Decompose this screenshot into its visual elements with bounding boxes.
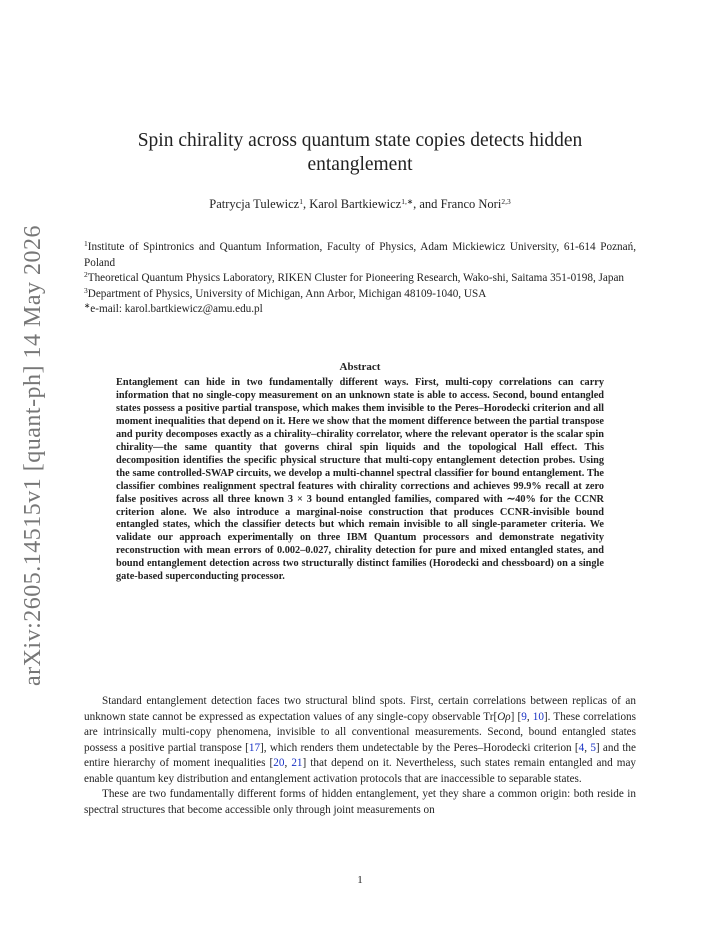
affiliation-mark: 3 — [84, 285, 88, 295]
affiliation-mark: 1 — [84, 239, 88, 248]
math-operator: Oρ — [497, 710, 511, 723]
body-text-run: Standard entanglement detection faces two structural blind spots. First, certain correlations between replicas of an unknown state cannot be expressed as expectation values of any single-copy observable Tr[ — [84, 695, 636, 723]
contact-email: e-mail: karol.bartkiewicz@amu.edu.pl — [90, 303, 263, 316]
body-text-run: ] — [510, 710, 518, 723]
author-affiliation-mark: 1,∗ — [401, 197, 414, 206]
contact-email-line — [84, 302, 636, 318]
citation-bracket: [ — [574, 741, 579, 754]
citation-bracket: [ — [245, 741, 249, 754]
citation-bracket: ] — [260, 741, 264, 754]
author-list — [90, 197, 630, 212]
citation-separator: , — [526, 710, 533, 723]
affiliation-line — [84, 240, 636, 271]
affiliation-text: Institute of Spintronics and Quantum Information, Faculty of Physics, Adam Mickiewicz University, 61-614 Poznań, Poland — [84, 241, 636, 269]
affiliation-mark: 2 — [84, 270, 88, 280]
citation-link[interactable]: 20 — [273, 757, 285, 769]
affiliation-text: Department of Physics, University of Michigan, Ann Arbor, Michigan 48109-1040, USA — [87, 287, 487, 300]
affiliation-line — [84, 271, 636, 287]
affiliation-line — [84, 287, 636, 303]
page-number: 1 — [357, 874, 363, 886]
citation-link[interactable]: 17 — [248, 741, 261, 754]
arxiv-identifier: arXiv:2605.14515v1 [quant-ph] 14 May 2026 — [20, 224, 47, 686]
body-paragraph — [84, 694, 636, 787]
citation-separator: , — [284, 757, 292, 769]
citation-bracket: [ — [517, 710, 522, 723]
citation-separator: , — [584, 741, 591, 754]
paper-title: Spin chirality across quantum state copies detects hidden entanglement — [137, 130, 583, 175]
body-text-run: . These correlations are intrinsically multi-copy phenomena, invisible to all conventional measurements. Second, bound entangled states possess a positive partial transpose — [84, 710, 636, 754]
affiliations-block — [84, 240, 636, 318]
body-text-run: and the entire hierarchy of moment inequalities — [84, 741, 636, 769]
citation-bracket: ] — [595, 741, 600, 754]
citation-bracket: [ — [269, 757, 274, 769]
arxiv-sidebar-stamp — [16, 224, 52, 686]
author-separator: , and — [413, 197, 441, 211]
author-affiliation-mark: 1 — [299, 197, 303, 206]
citation-link[interactable]: 10 — [532, 710, 544, 723]
abstract-text: Entanglement can hide in two fundamentally different ways. First, multi-copy correlations can carry information that no single-copy measurement on an unknown state is able to access. Second, bound entangled states possess a positive partial transpose, which makes them invisible to the Peres–Horodecki criterion and all moment inequalities that depend on it. Here we show that the moment difference between the partial transpose and purity decomposes exactly as a chirality–chirality correlator, where the relevant operator is the scalar spin chirality—the same quantity that governs chiral spin liquids and the topological Hall effect. This decomposition identifies the specific physical structure that multi-copy entanglement detection probes. Using the same controlled-SWAP circuits, we develop a multi-channel spectral classifier for bound entanglement. The classifier combines realignment spectral features with chirality corrections and achieves 99.9% recall at zero false positives across all three known 3 × 3 bound entangled families, compared with ∼40% for the CCNR criterion alone. We also introduce a marginal-noise construction that produces CCNR-invisible bound entangled states, which the classifier detects but which remain invisible to all single-parameter criteria. We validate our approach experimentally on three IBM Quantum processors and demonstrate negativity reconstruction with mean errors of 0.002–0.027, chirality detection for pure and mixed entangled states, and bound entanglement detection across two structurally distinct families (Horodecki and chessboard) on a single gate-based superconducting processor. — [116, 377, 604, 583]
author-name: Patrycja Tulewicz — [209, 197, 300, 211]
body-text — [84, 694, 636, 818]
author-name: Franco Nori — [440, 197, 502, 211]
citation-bracket: ] — [302, 757, 307, 769]
author-affiliation-mark: 2,3 — [501, 197, 511, 206]
citation-bracket: ] — [543, 710, 548, 723]
citation-link[interactable]: 4 — [578, 741, 585, 754]
body-text-run: that depend on it. Nevertheless, such states remain entangled and may enable quantum key distribution and entanglement activation protocols that are inaccessible to separable states. — [84, 757, 637, 785]
abstract-heading: Abstract — [339, 361, 381, 373]
affiliation-mark: ∗ — [84, 301, 91, 311]
body-text-run: , which renders them undetectable by the Peres–Horodecki criterion — [263, 741, 575, 754]
citation-link[interactable]: 5 — [590, 741, 596, 754]
body-paragraph: These are two fundamentally different forms of hidden entanglement, yet they share a common origin: both reside in spectral structures that become accessible only through joint measurements on — [84, 788, 636, 816]
citation-link[interactable]: 21 — [291, 757, 303, 769]
citation-link[interactable]: 9 — [521, 710, 527, 723]
author-name: Karol Bartkiewicz — [309, 197, 402, 211]
affiliation-text: Theoretical Quantum Physics Laboratory, RIKEN Cluster for Pioneering Research, Wako-shi, Saitama 351-0198, Japan — [87, 272, 625, 285]
author-separator: , — [302, 197, 310, 211]
